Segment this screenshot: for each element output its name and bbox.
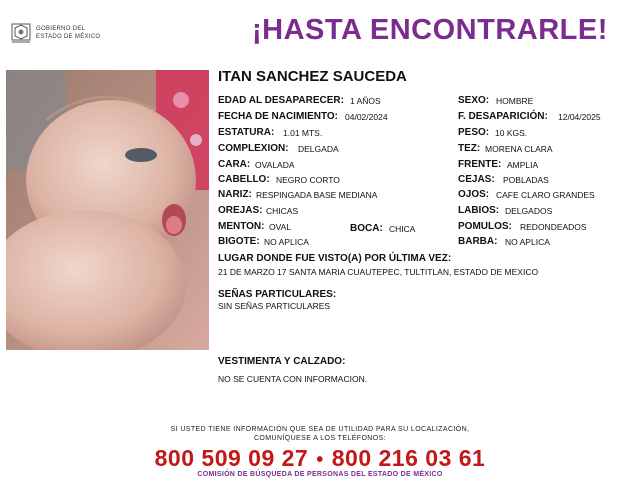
person-name: ITAN SANCHEZ SAUCEDA [218,68,407,85]
phone-separator: • [316,449,324,471]
label-menton: MENTON: [218,221,265,232]
label-last-seen: LUGAR DONDE FUE VISTO(A) POR ÚLTIMA VEZ: [218,253,452,264]
label-marks: SEÑAS PARTICULARES: [218,289,337,300]
label-cejas: CEJAS: [458,174,495,185]
label-estatura: ESTATURA: [218,127,275,138]
label-pomulos: POMULOS: [458,221,512,232]
label-orejas: OREJAS: [218,205,263,216]
label-ojos: OJOS: [458,189,490,200]
value-complexion: DELGADA [298,144,339,154]
label-f-desaparicion: F. DESAPARICIÓN: [458,111,548,122]
person-photo [6,70,209,350]
value-ojos: CAFE CLARO GRANDES [496,190,595,200]
info-line-1: SI USTED TIENE INFORMACIÓN QUE SEA DE UTILIDAD PARA SU LOCALIZACIÓN, [170,426,470,433]
label-sexo: SEXO: [458,95,490,106]
label-tez: TEZ: [458,143,481,154]
value-marks: SIN SEÑAS PARTICULARES [218,301,331,311]
value-edad: 1 AÑOS [350,96,381,106]
government-logo [10,20,120,46]
value-cejas: POBLADAS [503,175,549,185]
info-line-2: COMUNÍQUESE A LOS TELÉFONOS: [253,435,387,442]
value-peso: 10 KGS. [495,128,528,138]
label-fecha-nacimiento: FECHA DE NACIMIENTO: [218,111,338,122]
phone-1[interactable]: 800 509 09 27 [154,445,309,471]
label-nariz: NARIZ: [218,189,252,200]
phone-numbers [0,445,640,472]
value-cara: OVALADA [255,160,295,170]
label-boca: BOCA: [350,223,383,234]
label-labios: LABIOS: [458,205,500,216]
value-nariz: RESPINGADA BASE MEDIANA [256,190,378,200]
value-cabello: NEGRO CORTO [276,175,340,185]
value-orejas: CHICAS [266,206,299,216]
value-f-desaparicion: 12/04/2025 [558,112,601,122]
label-clothing: VESTIMENTA Y CALZADO: [218,356,346,367]
value-tez: MORENA CLARA [485,144,553,154]
label-cara: CARA: [218,159,251,170]
value-last-seen: 21 DE MARZO 17 SANTA MARIA CUAUTEPEC, TULTITLAN, ESTADO DE MEXICO [218,267,539,277]
headline: ¡HASTA ENCONTRARLE! [252,14,608,46]
label-peso: PESO: [458,127,490,138]
phone-2[interactable]: 800 216 03 61 [331,445,486,471]
label-frente: FRENTE: [458,159,502,170]
value-fecha-nacimiento: 04/02/2024 [345,112,388,122]
value-menton: OVAL [269,222,292,232]
value-clothing: NO SE CUENTA CON INFORMACION. [218,374,368,384]
value-labios: DELGADOS [505,206,553,216]
gov-name-line1: GOBIERNO DEL [36,26,86,32]
commission-name: COMISIÓN DE BÚSQUEDA DE PERSONAS DEL ESTADO DE MÉXICO [197,471,443,478]
label-barba: BARBA: [458,236,498,247]
label-bigote: BIGOTE: [218,236,260,247]
label-complexion: COMPLEXION: [218,143,289,154]
value-bigote: NO APLICA [264,237,309,247]
child-photo-image [6,70,209,350]
label-edad: EDAD AL DESAPARECER: [218,95,344,106]
value-pomulos: REDONDEADOS [520,222,587,232]
label-cabello: CABELLO: [218,174,270,185]
value-sexo: HOMBRE [496,96,534,106]
value-boca: CHICA [389,224,416,234]
value-estatura: 1.01 MTS. [283,128,323,138]
value-barba: NO APLICA [505,237,550,247]
coat-of-arms-icon [10,20,32,44]
gov-name-line2: ESTADO DE MÉXICO [36,34,101,40]
value-frente: AMPLIA [507,160,539,170]
